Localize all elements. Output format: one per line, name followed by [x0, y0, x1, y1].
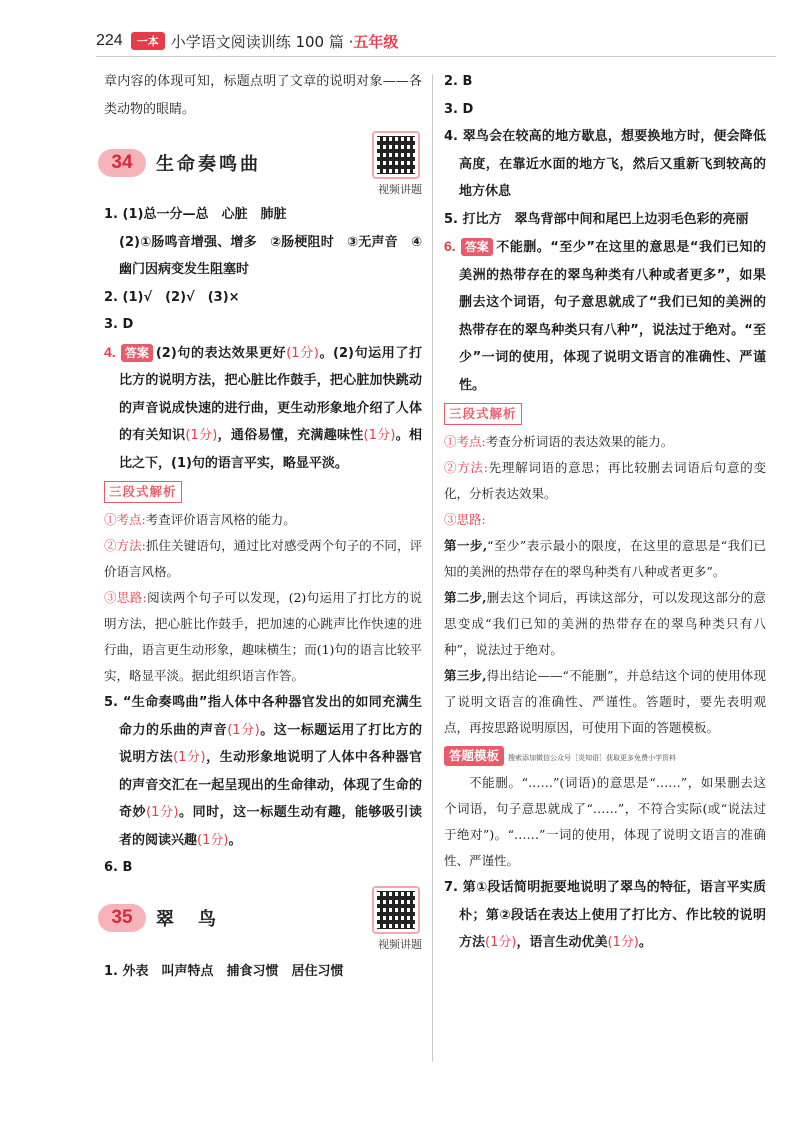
section-title: 翠 鸟 [156, 908, 219, 930]
s35-answer-4: 4. 翠鸟会在较高的地方歇息，想要换地方时，便会降低高度，在靠近水面的地方飞，然后又重新飞到较高的地方休息 [444, 129, 766, 199]
silu-label: ③思路: [444, 512, 486, 527]
answer-3: 3. D [104, 317, 134, 332]
qr-code-icon[interactable] [372, 886, 420, 934]
analysis-badge: 三段式解析 [104, 481, 182, 503]
page-number: 224 [96, 32, 123, 49]
step-1: 第一步,“至少”表示最小的限度，在这里的意思是“我们已知的美洲的热带存在的翠鸟种类有八种或者更多”。 [444, 538, 766, 579]
section-number: 34 [98, 149, 146, 177]
silu-line: ③思路:阅读两个句子可以发现，(2)句运用了打比方的说明方法，把心脏比作鼓手，把加速的心跳声比作快速的进行曲，语言更生动形象，趣味横生；而(1)句的语言比较平实，略显平淡。据此组织语言作答。 [104, 590, 422, 683]
step-3: 第三步,得出结论——“不能删”，并总结这个词的使用体现了说明文语言的准确性、严谨性。答题时，要先表明观点，再按思路说明原因，可使用下面的答题模板。 [444, 668, 766, 735]
column-divider [432, 74, 433, 1062]
page-header [96, 30, 398, 52]
template-badge: 答题模板 [444, 746, 504, 766]
answer-1a: 1. (1)总一分—总 心脏 肺脏 [104, 207, 287, 222]
header-rule [96, 56, 776, 57]
s35-answer-7: 7. 第①段话简明扼要地说明了翠鸟的特征，语言平实质朴；第②段话在表达上使用了打比方、作比较的说明方法(1分)，语言生动优美(1分)。 [444, 880, 766, 950]
kaodian-line: ①考点:考查评价语言风格的能力。 [104, 512, 296, 527]
s35-answer-3: 3. D [444, 101, 474, 117]
step-2: 第二步,删去这个词后，再读这部分，可以发现这部分的意思变成“我们已知的美洲的热带存在的翠鸟种类只有八种”，说法过于绝对。 [444, 590, 766, 657]
s35-answer-6: 6. 答案 不能删。“至少”在这里的意思是“我们已知的美洲的热带存在的翠鸟种类有八种或者更多”，如果删去这个词语，句子意思就成了“我们已知的美洲的热带存在的翠鸟种类只有八种”，说法过于绝对。“至少”一词的使用，体现了说明文语言的准确性、严谨性。 [444, 238, 767, 393]
right-column [444, 68, 766, 957]
answer-1b: (2)①肠鸣音增强、增多 ②肠梗阻时 ③无声音 ④幽门因病变发生阻塞时 [119, 234, 422, 277]
answer-tag: 答案 [461, 238, 493, 256]
section-35-header [104, 890, 422, 951]
video-lecture-label: 视频讲题 [378, 937, 422, 951]
section-34-header [104, 135, 422, 196]
answer-6: 6. B [104, 860, 133, 875]
grade-label: 五年级 [353, 32, 399, 51]
template-text: 不能删。“……”(词语)的意思是“……”，如果删去这个词语，句子意思就成了“……”，不符合实际(或“说法过于绝对”)。“……”一词的使用，体现了说明文语言的准确性、严谨性。 [444, 775, 766, 868]
s35-answer-5: 5. 打比方 翠鸟背部中间和尾巴上边羽毛色彩的亮丽 [444, 211, 749, 227]
s35-answer-2: 2. B [444, 74, 473, 89]
template-header [444, 745, 766, 766]
intro-text: 章内容的体现可知，标题点明了文章的说明对象——各类动物的眼睛。 [104, 74, 422, 117]
book-title: 小学语文阅读训练 100 篇 · [170, 32, 354, 51]
brand-logo: 一本 [131, 32, 165, 50]
answer-tag: 答案 [121, 344, 153, 362]
analysis-badge: 三段式解析 [444, 403, 522, 425]
fangfa-line: ②方法:抓住关键语句，通过比对感受两个句子的不同，评价语言风格。 [104, 538, 422, 579]
template-note: 搜索添加微信公众号［炎知语］获取更多免费小学资料 [508, 754, 677, 762]
fangfa-line: ②方法:先理解词语的意思；再比较删去词语后句意的变化，分析表达效果。 [444, 460, 766, 501]
section-title: 生命奏鸣曲 [156, 154, 261, 175]
answer-4: 4. 答案 (2)句的表达效果更好(1分)。(2)句运用了打比方的说明方法，把心脏比作鼓手，把心脏加快跳动的声音说成快速的进行曲，更生动形象地介绍了人体的有关知识(1分)，通俗易懂，充满趣味性(1分)。相比之下，(1)句的语言平实，略显平淡。 [104, 343, 422, 471]
qr-code-icon[interactable] [372, 131, 420, 179]
kaodian-line: ①考点:考查分析词语的表达效果的能力。 [444, 434, 674, 449]
section-number: 35 [98, 904, 146, 932]
left-column [104, 68, 422, 985]
answer-5: 5. “生命奏鸣曲”指人体中各种器官发出的如同充满生命力的乐曲的声音(1分)。这一标题运用了打比方的说明方法(1分)，生动形象地说明了人体中各种器官的声音交汇在一起呈现出的生命律动，体现了生命的奇妙(1分)。同时，这一标题生动有趣，能够吸引读者的阅读兴趣(1分)。 [104, 695, 422, 848]
answer-2: 2. (1)√ (2)√ (3)× [104, 289, 240, 305]
video-lecture-label: 视频讲题 [378, 183, 422, 196]
s35-answer-1: 1. 外表 叫声特点 捕食习惯 居住习惯 [104, 963, 344, 979]
